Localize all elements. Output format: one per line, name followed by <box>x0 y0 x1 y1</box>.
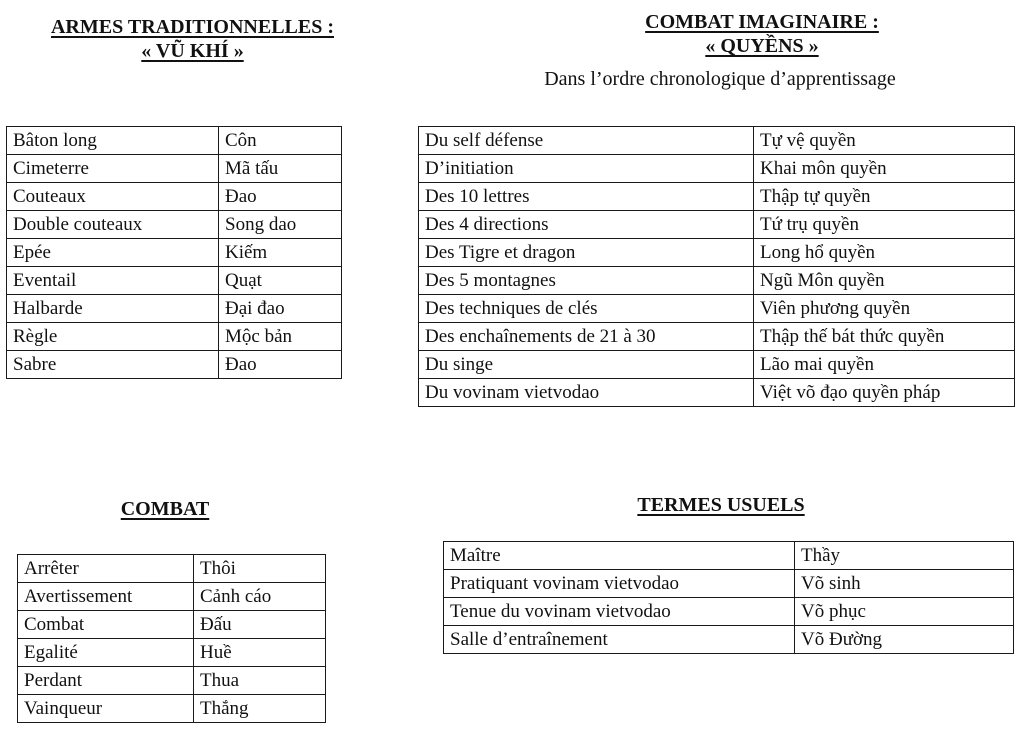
armes-title-line1: ARMES TRADITIONNELLES : <box>50 16 335 38</box>
combat-table-body <box>18 555 326 723</box>
termes-table-body <box>444 542 1014 654</box>
french-term: Double couteaux <box>7 211 219 239</box>
table-row <box>419 323 1015 351</box>
french-term: Salle d’entraînement <box>444 626 795 654</box>
vietnamese-term: Khai môn quyền <box>754 155 1015 183</box>
table-row <box>7 127 342 155</box>
french-term: Vainqueur <box>18 695 194 723</box>
french-term: Perdant <box>18 667 194 695</box>
vietnamese-term: Thập thế bát thức quyền <box>754 323 1015 351</box>
combat-title: COMBAT <box>120 498 210 520</box>
vietnamese-term: Cảnh cáo <box>194 583 326 611</box>
french-term: Bâton long <box>7 127 219 155</box>
french-term: Des techniques de clés <box>419 295 754 323</box>
armes-table <box>6 126 342 379</box>
vietnamese-term: Côn <box>219 127 342 155</box>
combat-table <box>17 554 326 723</box>
vietnamese-term: Võ sinh <box>795 570 1014 598</box>
table-row <box>7 183 342 211</box>
french-term: Des 5 montagnes <box>419 267 754 295</box>
french-term: Du singe <box>419 351 754 379</box>
vietnamese-term: Thập tự quyền <box>754 183 1015 211</box>
french-term: Des enchaînements de 21 à 30 <box>419 323 754 351</box>
table-row <box>419 351 1015 379</box>
french-term: Du vovinam vietvodao <box>419 379 754 407</box>
table-row <box>18 667 326 695</box>
french-term: Règle <box>7 323 219 351</box>
vietnamese-term: Mã tấu <box>219 155 342 183</box>
table-row <box>444 570 1014 598</box>
table-row <box>7 155 342 183</box>
french-term: D’initiation <box>419 155 754 183</box>
vietnamese-term: Mộc bản <box>219 323 342 351</box>
french-term: Cimeterre <box>7 155 219 183</box>
vietnamese-term: Long hổ quyền <box>754 239 1015 267</box>
table-row <box>18 611 326 639</box>
table-row <box>7 351 342 379</box>
vietnamese-term: Đại đao <box>219 295 342 323</box>
table-row <box>18 695 326 723</box>
armes-title <box>20 15 365 63</box>
vietnamese-term: Viên phương quyền <box>754 295 1015 323</box>
table-row <box>444 542 1014 570</box>
french-term: Pratiquant vovinam vietvodao <box>444 570 795 598</box>
french-term: Arrêter <box>18 555 194 583</box>
quyens-table-body <box>419 127 1015 407</box>
table-row <box>419 211 1015 239</box>
french-term: Des Tigre et dragon <box>419 239 754 267</box>
vietnamese-term: Võ phục <box>795 598 1014 626</box>
table-row <box>419 267 1015 295</box>
vietnamese-term: Tứ trụ quyền <box>754 211 1015 239</box>
quyens-subtitle: Dans l’ordre chronologique d’apprentissage <box>544 68 896 90</box>
table-row <box>7 295 342 323</box>
table-row <box>18 555 326 583</box>
french-term: Sabre <box>7 351 219 379</box>
vietnamese-term: Song dao <box>219 211 342 239</box>
table-row <box>419 379 1015 407</box>
vietnamese-term: Lão mai quyền <box>754 351 1015 379</box>
french-term: Des 4 directions <box>419 211 754 239</box>
french-term: Egalité <box>18 639 194 667</box>
vietnamese-term: Tự vệ quyền <box>754 127 1015 155</box>
table-row <box>419 127 1015 155</box>
vietnamese-term: Đao <box>219 183 342 211</box>
table-row <box>444 598 1014 626</box>
vietnamese-term: Đấu <box>194 611 326 639</box>
table-row <box>419 183 1015 211</box>
french-term: Couteaux <box>7 183 219 211</box>
table-row <box>7 211 342 239</box>
quyens-table <box>418 126 1015 407</box>
vietnamese-term: Thắng <box>194 695 326 723</box>
french-term: Avertissement <box>18 583 194 611</box>
table-row <box>18 583 326 611</box>
vietnamese-term: Võ Đường <box>795 626 1014 654</box>
french-term: Combat <box>18 611 194 639</box>
armes-table-body <box>7 127 342 379</box>
table-row <box>444 626 1014 654</box>
french-term: Du self défense <box>419 127 754 155</box>
vietnamese-term: Đao <box>219 351 342 379</box>
vietnamese-term: Kiếm <box>219 239 342 267</box>
table-row <box>419 155 1015 183</box>
french-term: Epée <box>7 239 219 267</box>
vietnamese-term: Thua <box>194 667 326 695</box>
quyens-title-line1: COMBAT IMAGINAIRE : <box>645 11 879 33</box>
termes-title: TERMES USUELS <box>637 494 805 516</box>
termes-table <box>443 541 1014 654</box>
french-term: Tenue du vovinam vietvodao <box>444 598 795 626</box>
vietnamese-term: Quạt <box>219 267 342 295</box>
quyens-title <box>612 10 912 58</box>
french-term: Halbarde <box>7 295 219 323</box>
table-row <box>7 267 342 295</box>
table-row <box>419 295 1015 323</box>
table-row <box>419 239 1015 267</box>
armes-title-line2: « VŨ KHÍ » <box>141 40 244 62</box>
french-term: Des 10 lettres <box>419 183 754 211</box>
french-term: Maître <box>444 542 795 570</box>
french-term: Eventail <box>7 267 219 295</box>
table-row <box>7 239 342 267</box>
vietnamese-term: Thôi <box>194 555 326 583</box>
vietnamese-term: Thầy <box>795 542 1014 570</box>
table-row <box>18 639 326 667</box>
vietnamese-term: Ngũ Môn quyền <box>754 267 1015 295</box>
vietnamese-term: Việt võ đạo quyền pháp <box>754 379 1015 407</box>
vietnamese-term: Huề <box>194 639 326 667</box>
quyens-title-line2: « QUYỀNS » <box>705 35 819 57</box>
table-row <box>7 323 342 351</box>
